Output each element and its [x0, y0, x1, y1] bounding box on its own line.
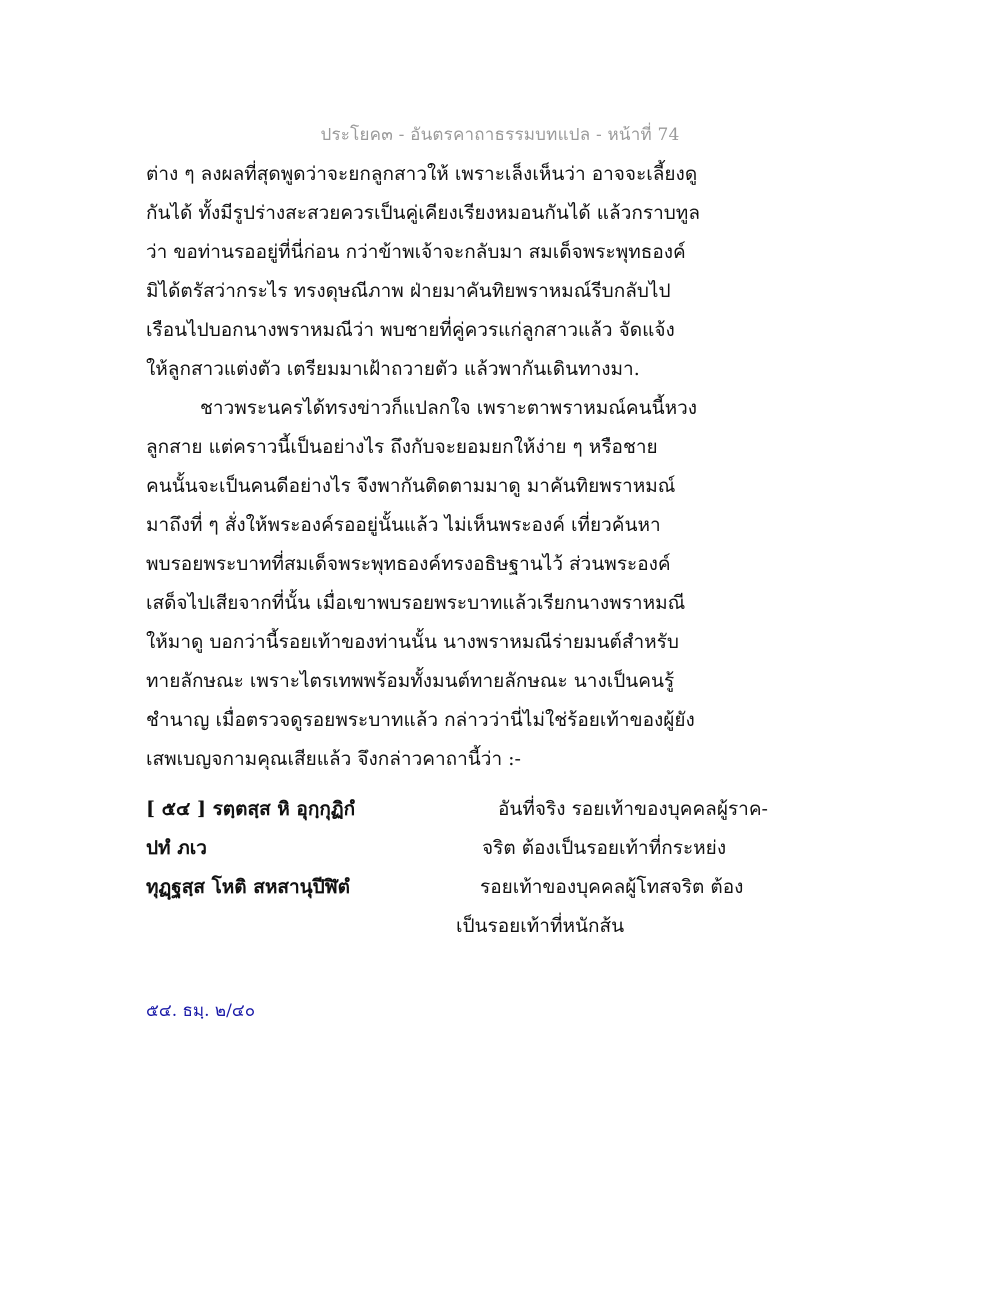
paragraph-line: ให้ลูกสาวแต่งตัว เตรียมมาเฝ้าถวายตัว แล้วพากันเดินทางมา.: [146, 358, 640, 380]
page-header: ประโยค๓ - อันตรคาถาธรรมบทแปล - หน้าที่ 74: [320, 125, 680, 145]
verse-row: [146, 790, 886, 829]
verse-row: [146, 868, 886, 907]
verse-translation: อันที่จริง รอยเท้าของบุคคลผู้ราค-: [498, 798, 768, 820]
verse-translation: รอยเท้าของบุคคลผู้โทสจริต ต้อง: [480, 876, 744, 898]
verse-pali: ทุฏฺฐสฺส โหติ สหสานุปีฬิตํ: [146, 876, 351, 898]
verse-block: [146, 790, 886, 946]
paragraph-line: ต่าง ๆ ลงผลที่สุดพูดว่าจะยกลูกสาวให้ เพราะเล็งเห็นว่า อาจจะเลี้ยงดู: [146, 163, 698, 185]
paragraph-line: คนนั้นจะเป็นคนดีอย่างไร จึงพากันติดตามมาดู มาคันทิยพราหมณ์: [146, 475, 676, 497]
paragraph-line: เรือนไปบอกนางพราหมณีว่า พบชายที่คู่ควรแก่ลูกสาวแล้ว จัดแจ้ง: [146, 319, 675, 341]
verse-translation: เป็นรอยเท้าที่หนักส้น: [456, 915, 625, 937]
paragraph-line: เสพเบญจกามคุณเสียแล้ว จึงกล่าวคาถานี้ว่า :-: [146, 748, 521, 770]
verse-pali: [ ๕๔ ] รตฺตสฺส หิ อุกฺกุฏิกํ: [146, 798, 356, 820]
paragraph-line: กันได้ ทั้งมีรูปร่างสะสวยควรเป็นคู่เคียงเรียงหมอนกันได้ แล้วกราบทูล: [146, 202, 700, 224]
footnote: ๕๔. ธมฺ. ๒/๔๐: [146, 1001, 256, 1021]
paragraph-line: ชาวพระนครได้ทรงข่าวก็แปลกใจ เพราะตาพราหมณ์คนนี้หวง: [200, 397, 698, 419]
paragraph-line: มิได้ตรัสว่ากระไร ทรงดุษณีภาพ ฝ่ายมาคันทิยพราหมณ์รีบกลับไป: [146, 280, 671, 302]
paragraph-line: ว่า ขอท่านรออยู่ที่นี่ก่อน กว่าข้าพเจ้าจะกลับมา สมเด็จพระพุทธองค์: [146, 241, 686, 263]
paragraph-line: ชำนาญ เมื่อตรวจดูรอยพระบาทแล้ว กล่าวว่านี่ไม่ใช่ร้อยเท้าของผู้ยัง: [146, 709, 695, 731]
paragraph-line: ทายลักษณะ เพราะไตรเทพพร้อมทั้งมนต์ทายลักษณะ นางเป็นคนรู้: [146, 670, 675, 692]
paragraph-line: เสด็จไปเสียจากที่นั้น เมื่อเขาพบรอยพระบาทแล้วเรียกนางพราหมณี: [146, 592, 686, 614]
verse-pali: ปทํ ภเว: [146, 837, 207, 859]
main-text: [146, 155, 886, 779]
verse-row: [146, 829, 886, 868]
paragraph-line: ให้มาดู บอกว่านี้รอยเท้าของท่านนั้น นางพราหมณีร่ายมนต์สำหรับ: [146, 631, 679, 653]
paragraph-line: ลูกสาย แต่คราวนี้เป็นอย่างไร ถึงกับจะยอมยกให้ง่าย ๆ หรือชาย: [146, 436, 658, 458]
paragraph-line: มาถึงที่ ๆ สั่งให้พระองค์รออยู่นั้นแล้ว ไม่เห็นพระองค์ เที่ยวค้นหา: [146, 514, 661, 536]
verse-row: [146, 907, 886, 946]
paragraph-line: พบรอยพระบาทที่สมเด็จพระพุทธองค์ทรงอธิษฐานไว้ ส่วนพระองค์: [146, 553, 671, 575]
verse-translation: จริต ต้องเป็นรอยเท้าที่กระหย่ง: [482, 837, 727, 859]
